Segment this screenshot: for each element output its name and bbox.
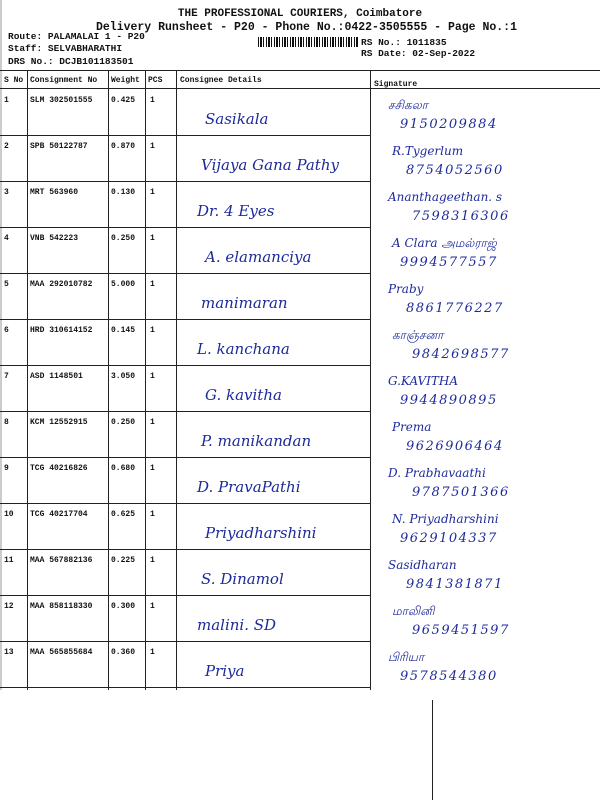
vrule-4 xyxy=(176,70,177,690)
row-consignment-no: SLM 302501555 xyxy=(30,96,93,105)
row-rule xyxy=(0,687,370,688)
row-phone: 9994577557 xyxy=(400,255,498,270)
row-consignee-name: malini. SD xyxy=(197,616,277,634)
row-sno: 1 xyxy=(4,96,9,105)
row-rule xyxy=(0,273,370,274)
row-phone: 9629104337 xyxy=(400,531,498,546)
row-weight: 0.680 xyxy=(111,464,136,473)
row-sno: 4 xyxy=(4,234,9,243)
row-signature: மாலினி xyxy=(392,604,435,618)
row-sno: 8 xyxy=(4,418,9,427)
row-signature: சசிகலா xyxy=(388,98,428,112)
row-rule xyxy=(0,135,370,136)
row-consignment-no: MAA 858118330 xyxy=(30,602,93,611)
row-sno: 7 xyxy=(4,372,9,381)
rs-date: RS Date: 02-Sep-2022 xyxy=(361,48,476,59)
row-consignee-name: G. kavitha xyxy=(205,386,282,404)
row-rule xyxy=(0,319,370,320)
row-pcs: 1 xyxy=(150,372,155,381)
row-signature: D. Prabhavaathi xyxy=(388,466,486,480)
row-rule xyxy=(0,641,370,642)
row-rule xyxy=(0,549,370,550)
row-weight: 3.050 xyxy=(111,372,136,381)
row-phone: 7598316306 xyxy=(412,209,510,224)
vrule-1 xyxy=(27,70,28,690)
row-signature: A Clara அமல்ராஜ் xyxy=(392,236,497,250)
row-weight: 0.250 xyxy=(111,418,136,427)
drs-number: DRS No.: DCJB101183501 xyxy=(8,56,134,67)
row-phone: 9841381871 xyxy=(406,577,504,592)
row-pcs: 1 xyxy=(150,234,155,243)
row-rule xyxy=(0,595,370,596)
row-consignment-no: TCG 40216826 xyxy=(30,464,88,473)
row-pcs: 1 xyxy=(150,188,155,197)
row-weight: 0.360 xyxy=(111,648,136,657)
row-phone: 9578544380 xyxy=(400,669,498,684)
row-pcs: 1 xyxy=(150,602,155,611)
row-pcs: 1 xyxy=(150,556,155,565)
rs-number: RS No.: 1011835 xyxy=(361,37,447,48)
row-weight: 5.000 xyxy=(111,280,136,289)
row-rule xyxy=(0,411,370,412)
row-phone: 8754052560 xyxy=(406,163,504,178)
row-signature: Praby xyxy=(388,282,424,296)
col-weight: Weight xyxy=(111,76,140,85)
row-consignment-no: ASD 1148501 xyxy=(30,372,83,381)
row-consignee-name: Dr. 4 Eyes xyxy=(197,202,275,220)
table-header-rule xyxy=(0,88,600,89)
row-consignee-name: Sasikala xyxy=(205,110,269,128)
row-signature: N. Priyadharshini xyxy=(392,512,499,526)
row-phone: 9626906464 xyxy=(406,439,504,454)
row-consignment-no: MAA 565855684 xyxy=(30,648,93,657)
row-consignment-no: KCM 12552915 xyxy=(30,418,88,427)
row-pcs: 1 xyxy=(150,280,155,289)
row-consignment-no: MAA 567882136 xyxy=(30,556,93,565)
row-consignment-no: MRT 563960 xyxy=(30,188,79,197)
col-details: Consignee Details xyxy=(180,76,262,85)
row-sno: 13 xyxy=(4,648,14,657)
row-sno: 12 xyxy=(4,602,14,611)
row-pcs: 1 xyxy=(150,418,155,427)
row-pcs: 1 xyxy=(150,96,155,105)
row-consignee-name: S. Dinamol xyxy=(201,570,284,588)
row-consignment-no: TCG 40217704 xyxy=(30,510,88,519)
row-weight: 0.145 xyxy=(111,326,136,335)
row-pcs: 1 xyxy=(150,142,155,151)
row-rule xyxy=(0,227,370,228)
row-signature: Prema xyxy=(392,420,432,434)
row-signature: காஞ்சனா xyxy=(392,328,444,342)
col-consignment: Consignment No xyxy=(30,76,98,85)
row-consignee-name: manimaran xyxy=(201,294,288,312)
row-phone: 9150209884 xyxy=(400,117,498,132)
row-sno: 2 xyxy=(4,142,9,151)
row-weight: 0.870 xyxy=(111,142,136,151)
row-sno: 10 xyxy=(4,510,14,519)
row-sno: 11 xyxy=(4,556,14,565)
row-weight: 0.625 xyxy=(111,510,136,519)
col-sno: S No xyxy=(4,76,24,85)
row-weight: 0.300 xyxy=(111,602,136,611)
row-rule xyxy=(0,503,370,504)
company-title: THE PROFESSIONAL COURIERS, Coimbatore xyxy=(177,8,423,20)
row-phone: 9842698577 xyxy=(412,347,510,362)
row-phone: 8861776227 xyxy=(406,301,504,316)
row-signature: பிரியா xyxy=(388,650,425,664)
row-sno: 5 xyxy=(4,280,9,289)
row-rule xyxy=(0,457,370,458)
row-signature: R.Tygerlum xyxy=(392,144,464,158)
row-sno: 9 xyxy=(4,464,9,473)
row-signature: Sasidharan xyxy=(388,558,457,572)
vrule-3 xyxy=(145,70,146,690)
vrule-tail xyxy=(432,700,433,800)
col-pcs: PCS xyxy=(148,76,163,85)
row-weight: 0.130 xyxy=(111,188,136,197)
row-rule xyxy=(0,365,370,366)
row-signature: Ananthageethan. s xyxy=(388,190,503,204)
row-sno: 6 xyxy=(4,326,9,335)
row-consignee-name: L. kanchana xyxy=(197,340,290,358)
row-consignee-name: Vijaya Gana Pathy xyxy=(201,156,339,174)
row-consignment-no: MAA 292010782 xyxy=(30,280,93,289)
row-consignee-name: Priyadharshini xyxy=(205,524,317,542)
row-pcs: 1 xyxy=(150,326,155,335)
route-label: Route: PALAMALAI 1 - P20 xyxy=(8,31,145,42)
scan-edge xyxy=(0,0,2,690)
row-pcs: 1 xyxy=(150,464,155,473)
row-rule xyxy=(0,181,370,182)
row-phone: 9659451597 xyxy=(412,623,510,638)
row-consignment-no: HRD 310614152 xyxy=(30,326,93,335)
staff-label: Staff: SELVABHARATHI xyxy=(8,43,123,54)
row-phone: 9787501366 xyxy=(412,485,510,500)
vrule-2 xyxy=(108,70,109,690)
table-top-rule xyxy=(0,70,600,71)
col-signature: Signature xyxy=(374,80,418,89)
row-consignment-no: VNB 542223 xyxy=(30,234,79,243)
row-pcs: 1 xyxy=(150,510,155,519)
row-signature: G.KAVITHA xyxy=(388,374,459,388)
row-weight: 0.250 xyxy=(111,234,136,243)
row-phone: 9944890895 xyxy=(400,393,498,408)
row-weight: 0.425 xyxy=(111,96,136,105)
row-consignee-name: D. PravaPathi xyxy=(197,478,301,496)
barcode-image xyxy=(258,37,358,47)
row-consignee-name: Priya xyxy=(205,662,245,680)
row-consignment-no: SPB 50122787 xyxy=(30,142,88,151)
row-weight: 0.225 xyxy=(111,556,136,565)
runsheet-title: Delivery Runsheet - P20 - Phone No.:0422-3505555 - Page No.:1 xyxy=(96,21,517,34)
vrule-5 xyxy=(370,70,371,690)
row-consignee-name: A. elamanciya xyxy=(205,248,312,266)
row-sno: 3 xyxy=(4,188,9,197)
row-pcs: 1 xyxy=(150,648,155,657)
row-consignee-name: P. manikandan xyxy=(201,432,312,450)
